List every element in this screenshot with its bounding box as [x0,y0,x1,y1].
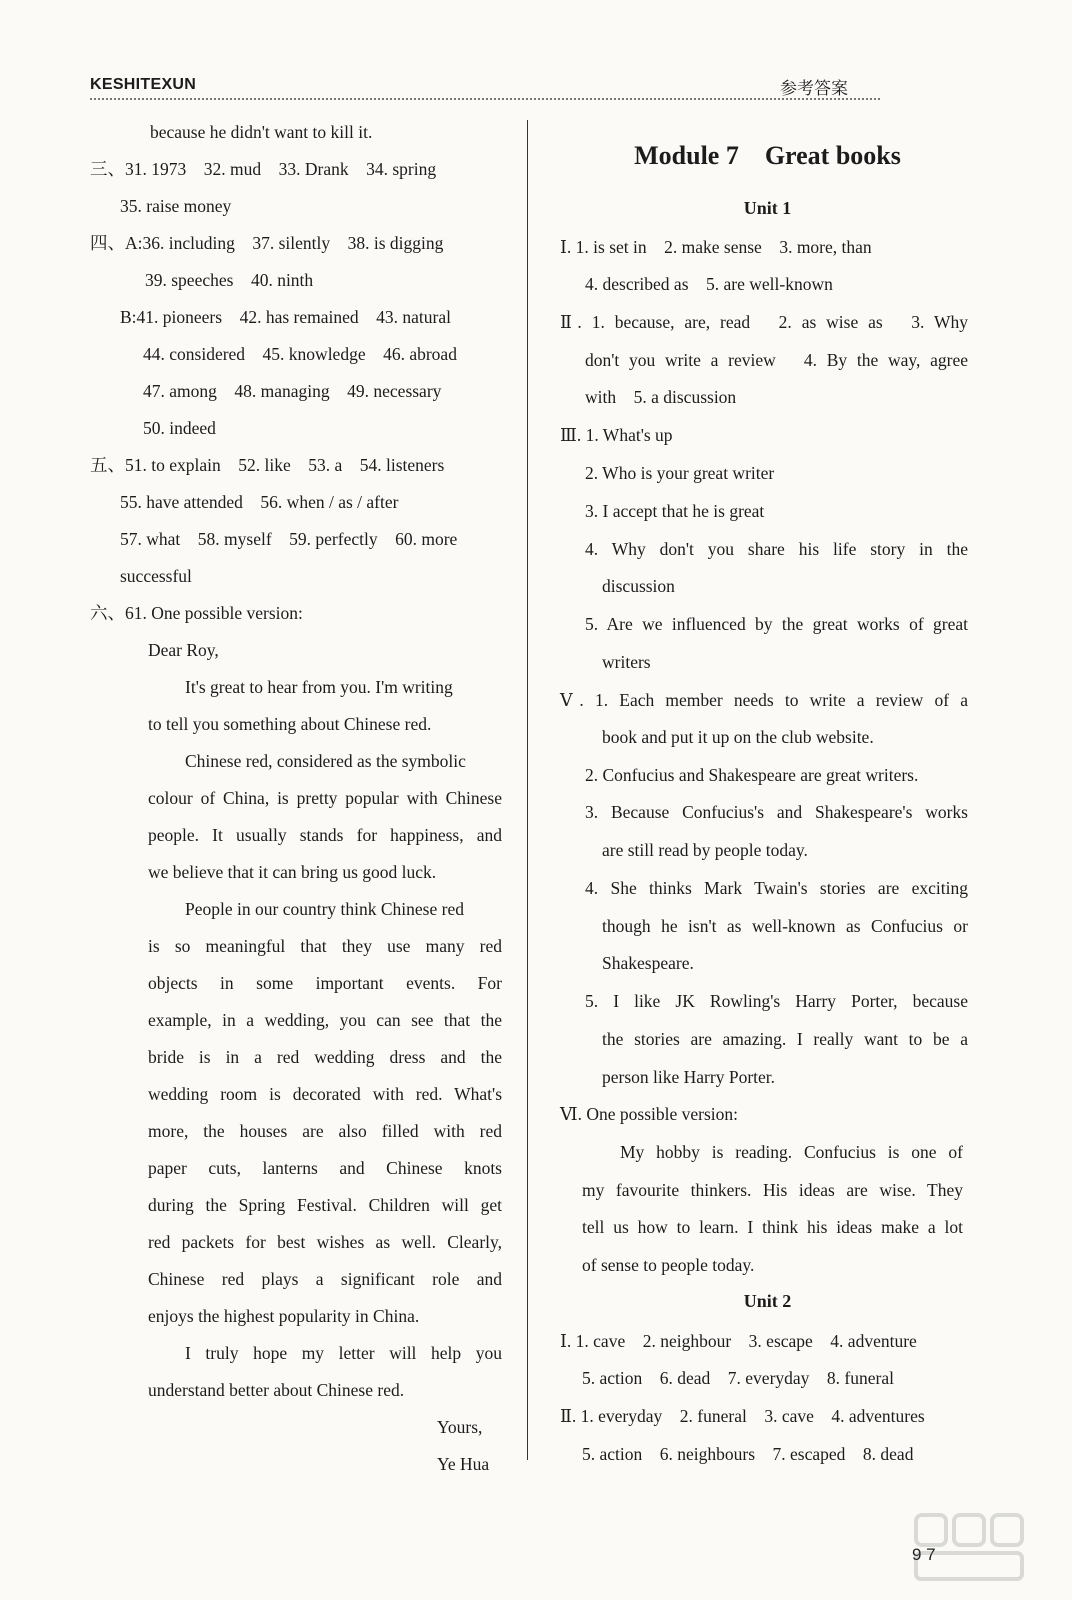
header-rule [90,98,880,100]
text-line: Ⅰ. 1. is set in 2. make sense 3. more, than [560,237,872,257]
text-line: Ⅵ. One possible version: [560,1104,738,1124]
text-line: 3. I accept that he is great [585,501,765,521]
text-line: 50. indeed [143,418,216,438]
text-line: Ye Hua [437,1454,490,1474]
text-line: red packets for best wishes as well. Clearly, [148,1232,502,1252]
text-line: Ⅲ. 1. What's up [560,425,673,445]
text-line: during the Spring Festival. Children will get [148,1195,502,1215]
text-line: 4. She thinks Mark Twain's stories are exciting [585,878,968,898]
text-line: more, the houses are also filled with red [148,1121,502,1141]
text-line: 4. described as 5. are well-known [585,274,833,294]
text-line: don't you write a review 4. By the way, agree [585,350,968,370]
text-line: discussion [602,576,675,596]
text-line: It's great to hear from you. I'm writing [185,677,453,697]
text-line: my favourite thinkers. His ideas are wise. They [582,1180,963,1200]
text-line: Chinese red, considered as the symbolic [185,751,466,771]
page-number: 9 7 [912,1545,936,1564]
text-line: colour of China, is pretty popular with Chinese [148,788,502,808]
column-divider [527,120,528,1460]
page-header [90,70,980,100]
text-line: Chinese red plays a significant role and [148,1269,502,1289]
text-line: I truly hope my letter will help you [185,1343,502,1363]
answers-label: 参考答案 [780,79,848,99]
text-line: understand better about Chinese red. [148,1380,405,1400]
text-line: Dear Roy, [148,640,219,660]
text-line: People in our country think Chinese red [185,899,464,919]
text-line: 5. action 6. neighbours 7. escaped 8. dead [582,1444,914,1464]
text-line: successful [120,566,192,586]
text-line: 2. Who is your great writer [585,463,775,483]
text-line: because he didn't want to kill it. [150,122,373,142]
text-line: 47. among 48. managing 49. necessary [143,381,442,401]
text-line: 六、61. One possible version: [90,603,303,623]
text-line: we believe that it can bring us good luck. [148,862,437,882]
text-line: though he isn't as well-known as Confucius or [602,916,968,936]
text-line: 四、A:36. including 37. silently 38. is digging [90,233,444,253]
text-line: the stories are amazing. I really want to be a [602,1029,968,1049]
text-line: 5. action 6. dead 7. everyday 8. funeral [582,1368,894,1388]
text-line: Ⅴ. 1. Each member needs to write a review of a [560,690,968,710]
text-line: 35. raise money [120,196,232,216]
text-line: with 5. a discussion [585,387,737,407]
text-line: of sense to people today. [582,1255,755,1275]
text-line: are still read by people today. [602,840,808,860]
unit2-title: Unit 2 [743,1291,792,1311]
text-line: My hobby is reading. Confucius is one of [620,1142,963,1162]
text-line: is so meaningful that they use many red [148,936,502,956]
text-line: 2. Confucius and Shakespeare are great writers. [585,765,919,785]
module-title: Module 7 Great books [634,141,901,170]
text-line: 三、31. 1973 32. mud 33. Drank 34. spring [90,159,437,179]
text-line: writers [602,652,651,672]
text-line: 4. Why don't you share his life story in the [585,539,968,559]
text-line: Ⅰ. 1. cave 2. neighbour 3. escape 4. adventure [560,1331,917,1351]
text-line: objects in some important events. For [148,973,502,993]
text-line: 44. considered 45. knowledge 46. abroad [143,344,457,364]
text-line: paper cuts, lanterns and Chinese knots [148,1158,502,1178]
text-line: 55. have attended 56. when / as / after [120,492,399,512]
text-line: wedding room is decorated with red. What's [148,1084,502,1104]
text-line: Ⅱ. 1. everyday 2. funeral 3. cave 4. adventures [560,1406,925,1426]
text-line: 5. I like JK Rowling's Harry Porter, because [585,991,968,1011]
text-line: Yours, [437,1417,483,1437]
text-line: tell us how to learn. I think his ideas make a lot [582,1217,963,1237]
text-line: 5. Are we influenced by the great works of great [585,614,968,634]
text-line: 五、51. to explain 52. like 53. a 54. listeners [90,455,445,475]
text-line: to tell you something about Chinese red. [148,714,432,734]
brand-name: KESHITEXUN [90,76,197,93]
text-line: example, in a wedding, you can see that the [148,1010,502,1030]
watermark-logo-icon [910,1505,1030,1585]
text-line: B:41. pioneers 42. has remained 43. natural [120,307,451,327]
text-line: person like Harry Porter. [602,1067,776,1087]
text-line: enjoys the highest popularity in China. [148,1306,420,1326]
text-line: 57. what 58. myself 59. perfectly 60. more [120,529,458,549]
text-line: Ⅱ. 1. because, are, read 2. as wise as 3. Why [560,312,968,332]
text-line: 39. speeches 40. ninth [145,270,314,290]
text-line: bride is in a red wedding dress and the [148,1047,502,1067]
unit1-title: Unit 1 [743,198,792,218]
text-line: people. It usually stands for happiness, and [148,825,502,845]
text-line: book and put it up on the club website. [602,727,874,747]
text-line: 3. Because Confucius's and Shakespeare's works [585,802,968,822]
text-line: Shakespeare. [602,953,694,973]
